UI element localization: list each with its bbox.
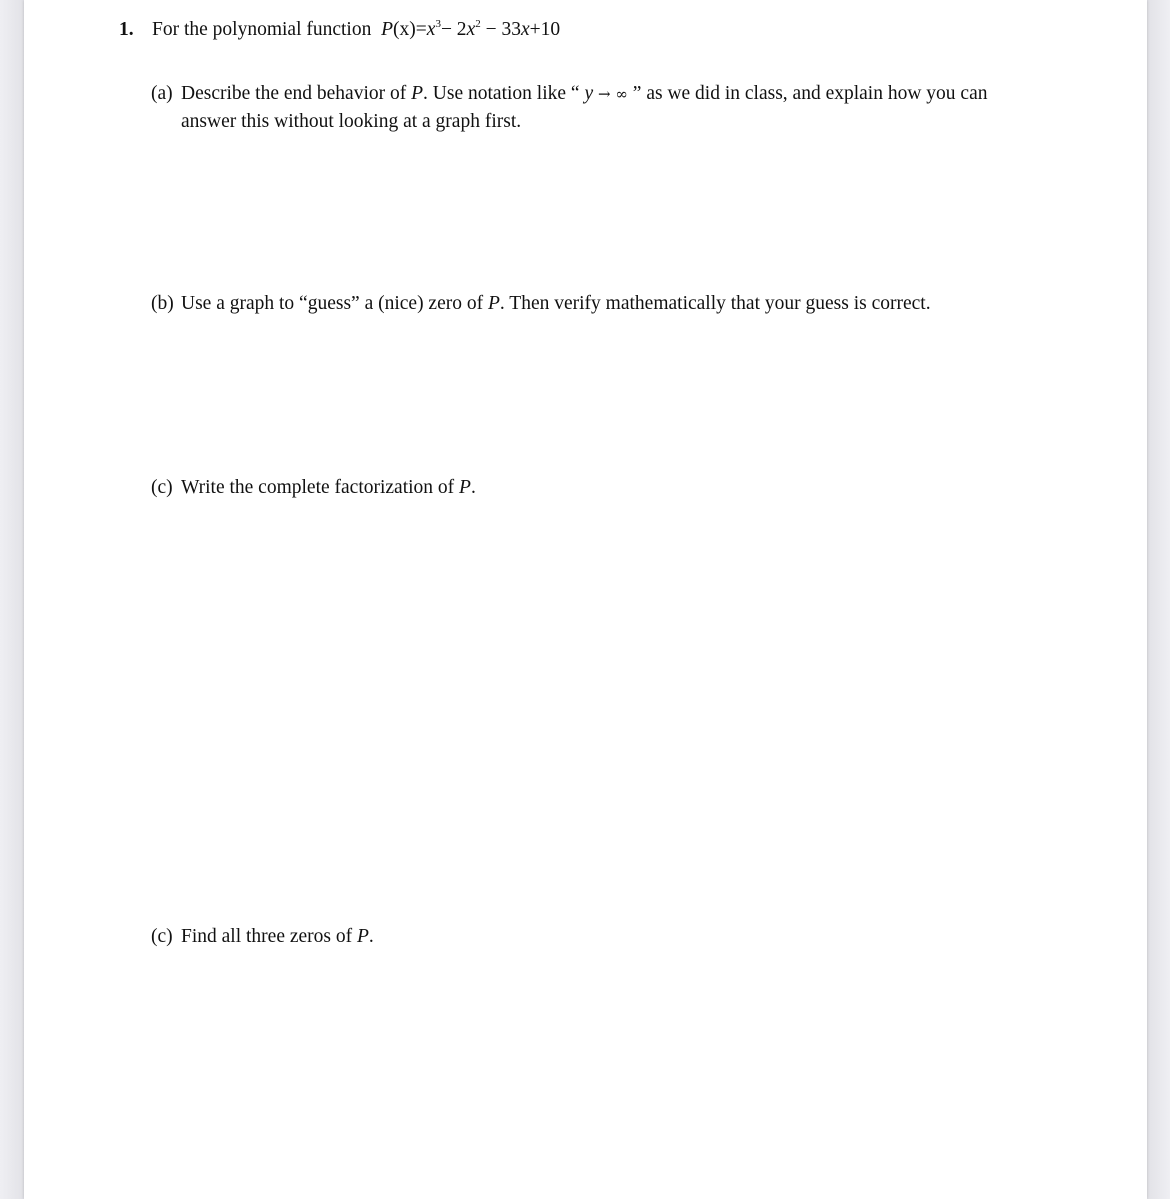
part-b <box>151 290 931 318</box>
part-c1-var: P <box>459 477 471 498</box>
term2-base: x <box>466 19 476 40</box>
term2-coef: − 2 <box>440 19 467 40</box>
function-arg: (x) <box>393 19 416 40</box>
part-c-factorization <box>151 474 476 502</box>
part-b-text-after: . Then verify mathematically that your guess is correct. <box>499 293 931 314</box>
part-c2-var: P <box>357 926 369 947</box>
polynomial-formula <box>376 19 560 40</box>
document-page <box>24 0 1147 1199</box>
part-a-text-middle: . Use notation like “ <box>423 83 580 104</box>
term3-var: x <box>520 19 530 40</box>
part-a-line2: answer this without looking at a graph first. <box>181 111 522 132</box>
term2-exponent: 2 <box>475 18 481 30</box>
left-margin <box>0 0 24 1199</box>
term1-base: x <box>426 19 436 40</box>
problem-intro: For the polynomial function <box>152 19 372 40</box>
part-a-line1 <box>151 80 988 108</box>
part-c1-text-after: . <box>470 477 476 498</box>
problem-statement <box>152 16 560 44</box>
constant-term: +10 <box>529 19 561 40</box>
notation-y: y <box>584 83 594 104</box>
part-c1-text-before: Write the complete factorization of <box>181 477 455 498</box>
part-a-text-after: ” as we did in class, and explain how you can <box>632 83 988 104</box>
term1-exponent: 3 <box>435 18 441 30</box>
part-b-text-before: Use a graph to “guess” a (nice) zero of <box>181 293 484 314</box>
part-a-label: (a) <box>151 83 173 104</box>
part-c-zeros <box>151 923 374 951</box>
part-c2-label: (c) <box>151 926 173 947</box>
term3-coef: − 33 <box>485 19 521 40</box>
part-b-label: (b) <box>151 293 174 314</box>
problem-number: 1. <box>119 19 134 40</box>
part-c2-text-before: Find all three zeros of <box>181 926 353 947</box>
equals-sign: = <box>415 19 427 40</box>
right-margin <box>1147 0 1170 1199</box>
part-c2-text-after: . <box>368 926 374 947</box>
part-a-text-before: Describe the end behavior of <box>181 83 407 104</box>
part-c1-label: (c) <box>151 477 173 498</box>
infinity-symbol: ∞ <box>615 85 628 103</box>
end-behavior-notation <box>584 83 627 104</box>
part-a-var: P <box>411 83 424 104</box>
part-b-var: P <box>487 293 500 314</box>
arrow-symbol: → <box>597 85 611 103</box>
function-name: P <box>381 19 394 40</box>
